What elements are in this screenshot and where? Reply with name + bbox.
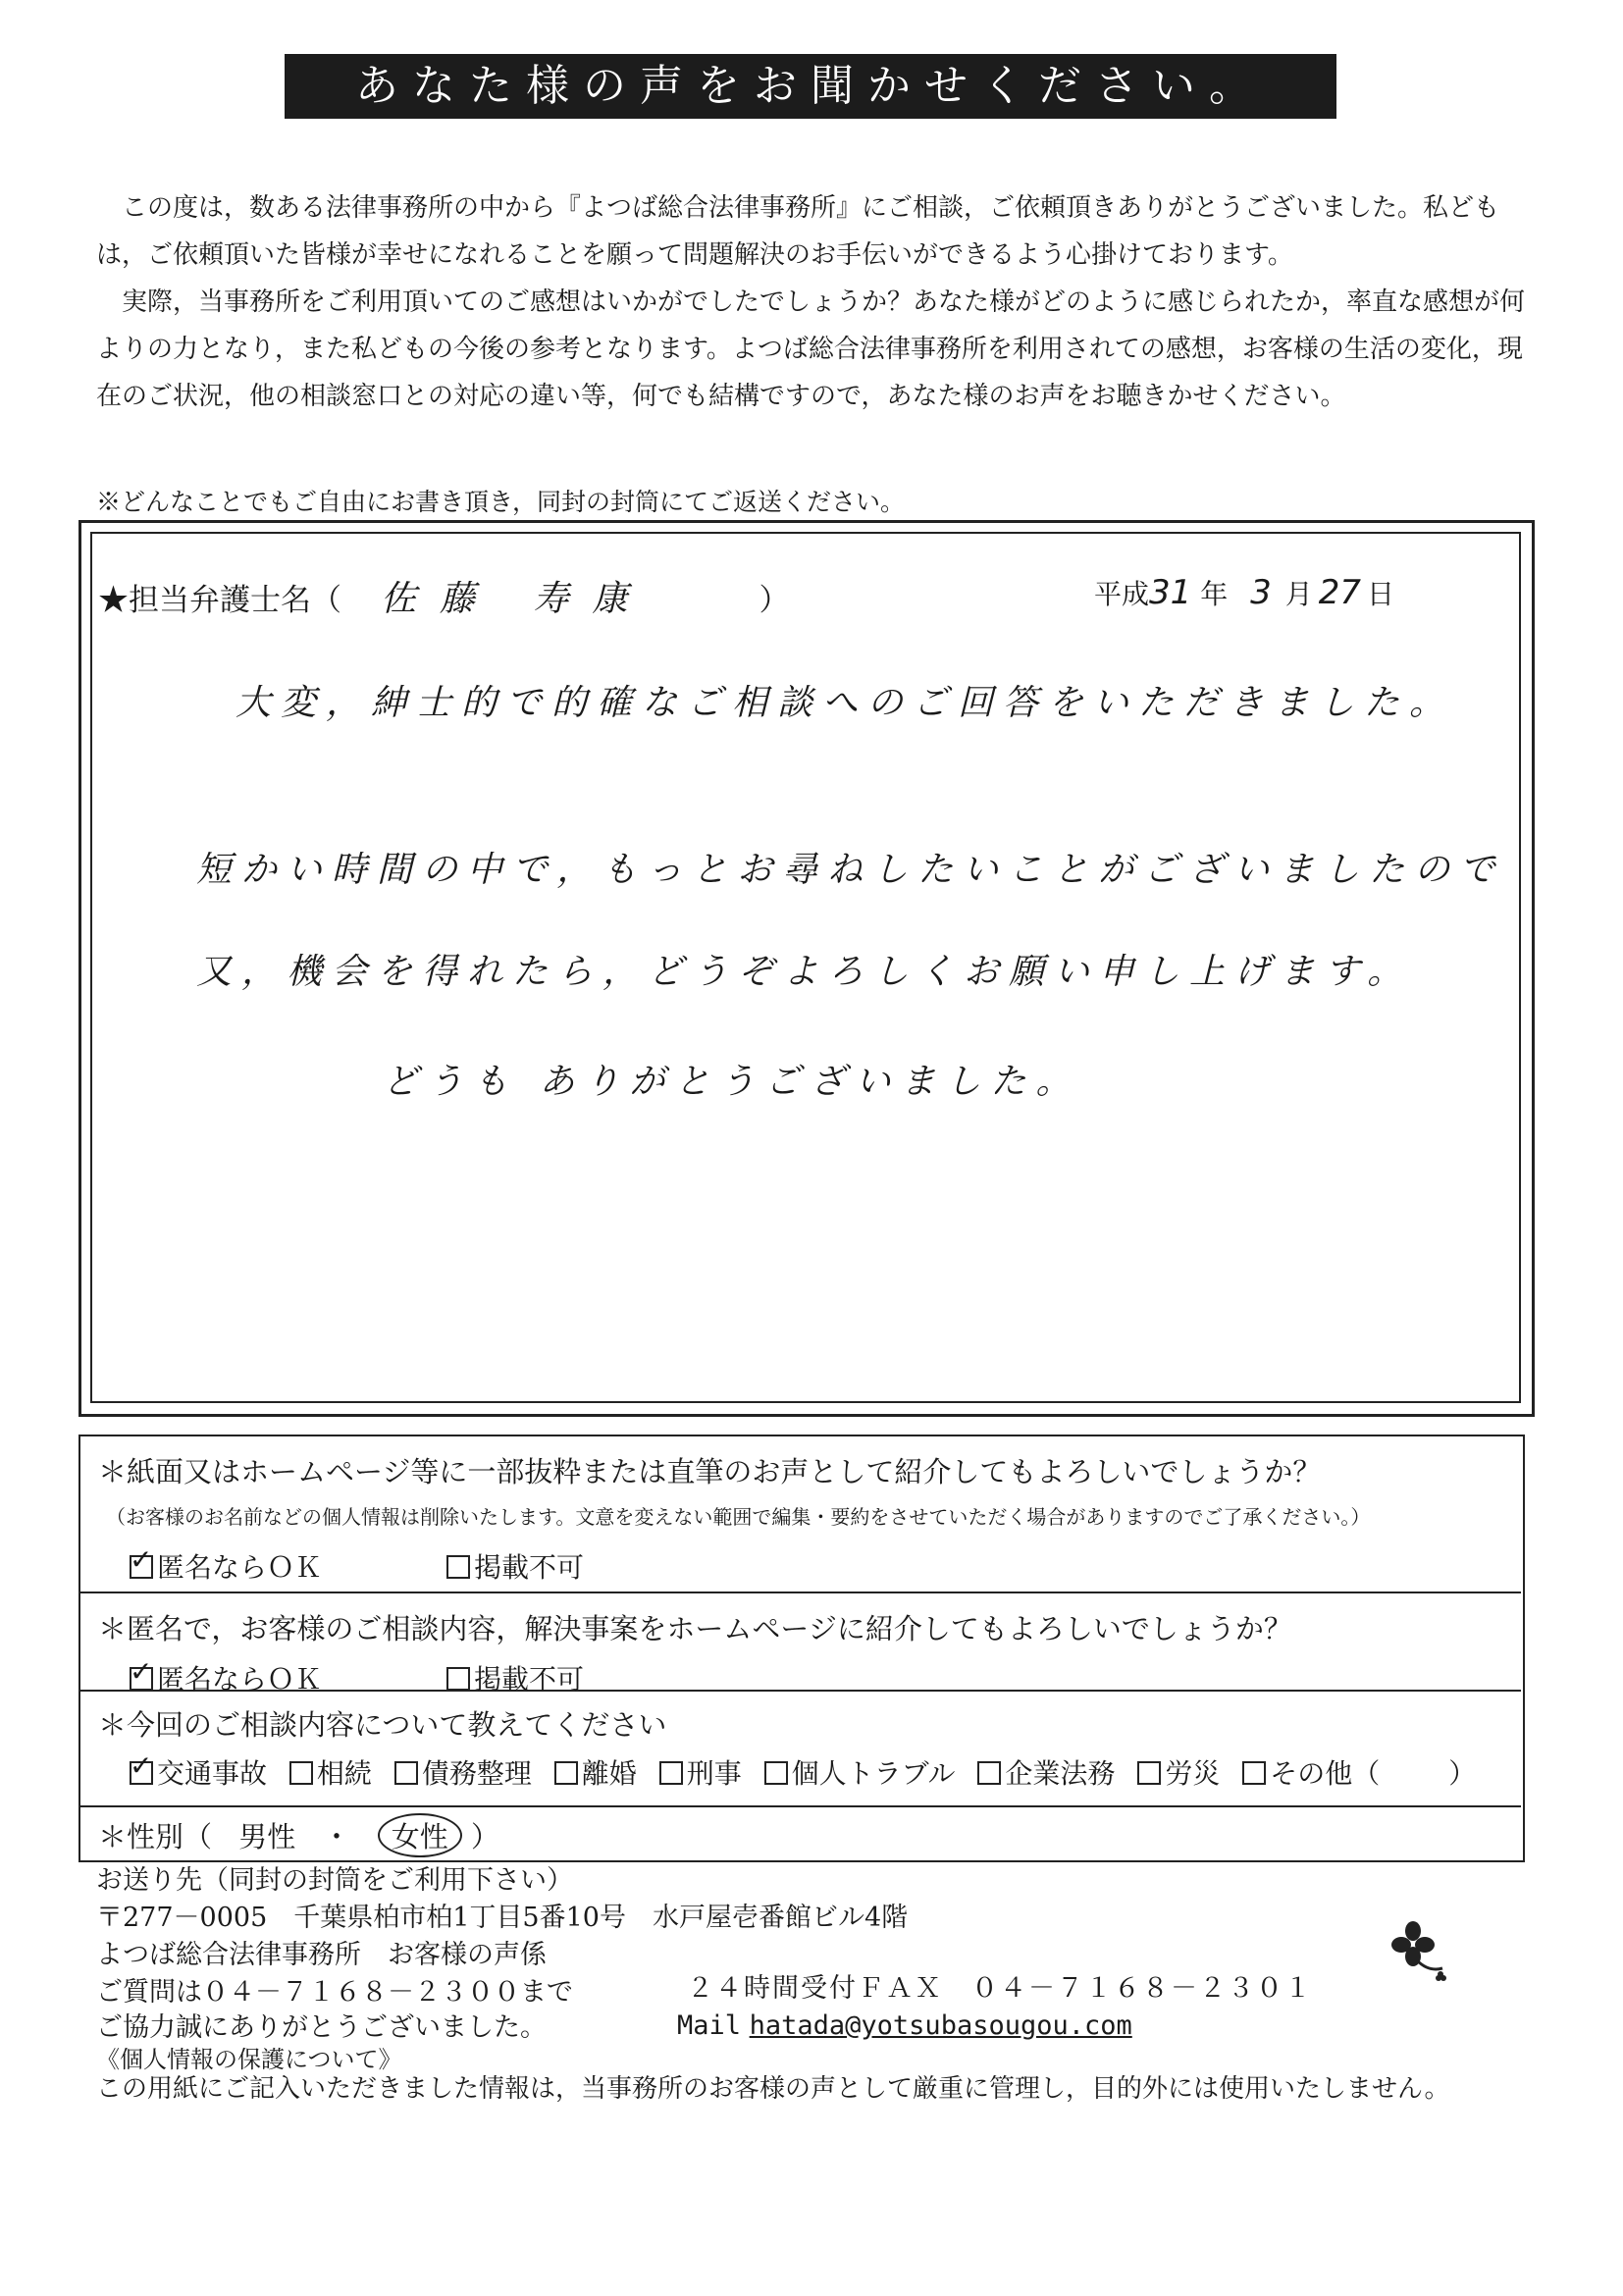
option-anonymous-ok[interactable] bbox=[130, 1658, 322, 1697]
question-publish: ＊紙面又はホームページ等に一部抜粋または直筆のお声として紹介してもよろしいでしょうか？ bbox=[98, 1455, 1322, 1488]
date-prefix: 平成 bbox=[1094, 578, 1150, 610]
contact-fax: ２４時間受付ＦＡＸ ０４－７１６８－２３０１ bbox=[687, 1973, 1313, 2004]
option-divorce: 離婚 bbox=[581, 1757, 637, 1790]
lawyer-label: ★担当弁護士名（ bbox=[98, 583, 341, 618]
gender-close: ） bbox=[470, 1820, 499, 1853]
checkbox[interactable] bbox=[446, 1555, 470, 1579]
option-label: 匿名ならＯＫ bbox=[157, 1551, 323, 1584]
lawyer-name-row bbox=[98, 571, 789, 621]
option-other-close: ） bbox=[1448, 1757, 1477, 1790]
option-label: 匿名ならＯＫ bbox=[157, 1663, 323, 1696]
question-gender bbox=[98, 1813, 499, 1857]
checkbox[interactable] bbox=[1242, 1761, 1266, 1785]
checkbox-checked[interactable] bbox=[130, 1761, 153, 1785]
option-inheritance: 相続 bbox=[316, 1757, 372, 1790]
contact-phone: ご質問は０４－７１６８－２３００まで bbox=[96, 1977, 573, 2008]
date-month-unit: 月 bbox=[1284, 578, 1313, 610]
checkbox[interactable] bbox=[394, 1761, 418, 1785]
checkbox-checked[interactable] bbox=[130, 1667, 153, 1691]
option-label: 掲載不可 bbox=[474, 1551, 585, 1584]
checkbox[interactable] bbox=[659, 1761, 683, 1785]
office-name: よつば総合法律事務所 お客様の声係 bbox=[96, 1940, 547, 1970]
question-publish-note: （お客様のお名前などの個人情報は削除いたします。文意を変えない範囲で編集・要約をさせていただく場合がありますのでご了承ください。） bbox=[106, 1505, 1371, 1529]
option-personal-trouble: 個人トラブル bbox=[791, 1757, 956, 1790]
option-label: 掲載不可 bbox=[474, 1663, 585, 1696]
handwritten-line-4: どうも ありがとうございました。 bbox=[383, 1062, 1081, 1102]
checkbox[interactable] bbox=[446, 1667, 470, 1691]
intro-paragraph-2: 実際，当事務所をご利用頂いてのご感想はいかがでしたでしょうか？あなた様がどのように感じられたか，率直な感想が何よりの力となり，また私どもの今後の参考となります。よつば総合法律事務所を利用されての感想，お客様の生活の変化，現在のご状況，他の相談窓口との対応の違い等，何でも結構ですので，あなた様のお声をお聴きかせください。 bbox=[96, 287, 1526, 411]
intro-paragraph-1: この度は，数ある法律事務所の中から『よつば総合法律事務所』にご相談，ご依頼頂きありがとうございました。私どもは，ご依頼頂いた皆様が幸せになれることを願って問題解決のお手伝いができるよう心掛けております。 bbox=[96, 193, 1500, 270]
contact-mail bbox=[677, 2009, 1132, 2043]
questions-box bbox=[79, 1435, 1525, 1862]
office-address: 〒277－0005 千葉県柏市柏1丁目5番10号 水戸屋壱番館ビル4階 bbox=[96, 1903, 909, 1933]
option-not-publish[interactable] bbox=[446, 1658, 584, 1697]
option-labor-accident: 労災 bbox=[1165, 1757, 1221, 1790]
date-day[interactable]: 27 bbox=[1318, 573, 1362, 612]
question-case-publish: ＊匿名で，お客様のご相談内容，解決事案をホームページに紹介してもよろしいでしょうか？ bbox=[98, 1612, 1292, 1645]
divider bbox=[79, 1805, 1521, 1807]
checkbox[interactable] bbox=[977, 1761, 1001, 1785]
checkbox[interactable] bbox=[554, 1761, 578, 1785]
privacy-text: この用紙にご記入いただきました情報は，当事務所のお客様の声として厳重に管理し，目的外には使用いたしません。 bbox=[96, 2074, 1450, 2104]
gender-female-selected[interactable]: 女性 bbox=[378, 1813, 462, 1857]
privacy-title: 《個人情報の保護について》 bbox=[96, 2046, 402, 2073]
checkbox[interactable] bbox=[764, 1761, 788, 1785]
mail-link[interactable]: hatada@yotsubasougou.com bbox=[749, 2010, 1132, 2041]
option-other: その他（ bbox=[1270, 1757, 1381, 1790]
question-consultation-type: ＊今回のご相談内容について教えてください bbox=[98, 1708, 667, 1742]
gender-label: ＊性別（ bbox=[98, 1820, 213, 1853]
gender-male[interactable]: 男性 bbox=[238, 1820, 296, 1853]
page-title: あなた様の声をお聞かせください。 bbox=[285, 54, 1336, 119]
checkbox[interactable] bbox=[289, 1761, 313, 1785]
option-corporate: 企業法務 bbox=[1005, 1757, 1116, 1790]
handwritten-line-2: 短かい時間の中で，もっとお尋ねしたいことがございましたので bbox=[196, 850, 1505, 890]
clover-icon bbox=[1382, 1915, 1450, 1984]
date-year-unit: 年 bbox=[1200, 578, 1229, 610]
date-day-unit: 日 bbox=[1367, 578, 1395, 610]
handwritten-line-1: 大変，紳士的で的確なご相談へのご回答をいただきました。 bbox=[236, 683, 1455, 723]
lawyer-close: ） bbox=[759, 583, 790, 618]
option-traffic: 交通事故 bbox=[157, 1757, 268, 1790]
thanks-message: ご協力誠にありがとうございました。 bbox=[96, 2012, 547, 2043]
date-field bbox=[1094, 573, 1394, 612]
option-debt: 債務整理 bbox=[421, 1757, 532, 1790]
handwritten-line-3: 又，機会を得れたら，どうぞよろしくお願い申し上げます。 bbox=[196, 952, 1413, 992]
date-month[interactable]: 3 bbox=[1250, 573, 1272, 612]
option-anonymous-ok[interactable] bbox=[130, 1546, 322, 1586]
option-not-publish[interactable] bbox=[446, 1546, 584, 1586]
checkbox[interactable] bbox=[1137, 1761, 1161, 1785]
instruction-note: ※どんなことでもご自由にお書き頂き，同封の封筒にてご返送ください。 bbox=[96, 488, 906, 516]
consultation-type-options bbox=[130, 1752, 1476, 1792]
lawyer-name[interactable]: 佐藤 寿康 bbox=[381, 579, 652, 619]
divider bbox=[79, 1592, 1521, 1593]
date-year[interactable]: 31 bbox=[1149, 573, 1192, 612]
checkbox-checked[interactable] bbox=[130, 1555, 153, 1579]
option-criminal: 刑事 bbox=[686, 1757, 742, 1790]
gender-separator: ・ bbox=[322, 1820, 351, 1853]
mail-label: Mail bbox=[677, 2010, 742, 2041]
send-to-label: お送り先（同封の封筒をご利用下さい） bbox=[96, 1865, 573, 1896]
